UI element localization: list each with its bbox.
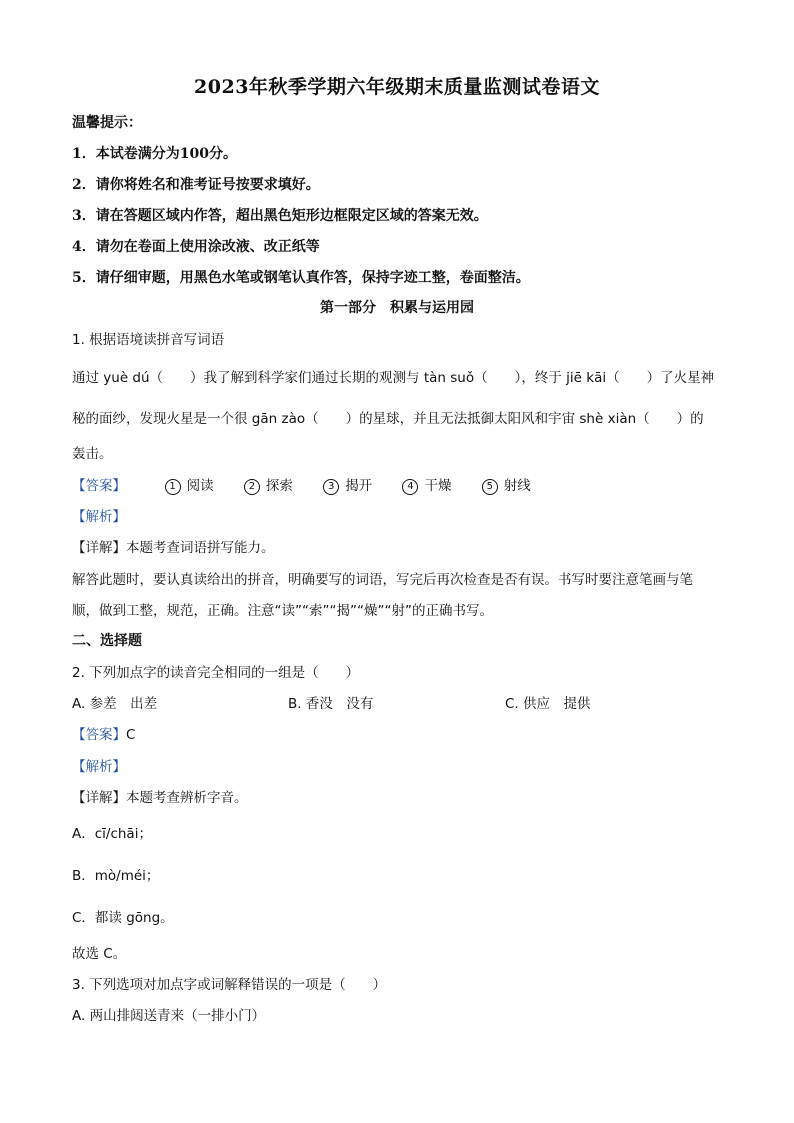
answer-text: 阅读 <box>186 478 214 494</box>
tip-item: 4．请勿在卷面上使用涂改液、改正纸等 <box>72 239 320 255</box>
question-1-stem: 1. 根据语境读拼音写词语 <box>72 332 225 348</box>
page-title: 2023年秋季学期六年级期末质量监测试卷语文 <box>194 76 600 98</box>
answer-number: 5 <box>482 479 498 495</box>
answer-text: 揭开 <box>345 478 373 494</box>
answer-number: 4 <box>402 479 418 495</box>
tip-item: 5．请仔细审题，用黑色水笔或钢笔认真作答，保持字迹工整，卷面整洁。 <box>72 270 530 286</box>
tips-heading: 温馨提示： <box>72 115 142 131</box>
answer-item <box>402 474 451 495</box>
answer-number: 2 <box>244 479 260 495</box>
answer-text: 探索 <box>265 478 293 494</box>
analysis-tag: 【解析】 <box>72 759 126 775</box>
option-b: B. 香没 没有 <box>288 696 374 712</box>
explain-line: B．mò/méi； <box>72 868 160 884</box>
question-1-passage-line: 轰击。 <box>72 446 113 462</box>
tip-item: 1．本试卷满分为100分。 <box>72 146 237 162</box>
question-1-passage-line: 秘的面纱，发现火星是一个很 gān zào（ ）的星球，并且无法抵御太阳风和宇宙 shè xiàn（ ）的 <box>72 411 704 427</box>
explain-line: 解答此题时，要认真读给出的拼音，明确要写的词语，写完后再次检查是否有误。书写时要注意笔画与笔 <box>72 572 693 588</box>
question-1-answer <box>72 474 557 495</box>
option-a: A. 参差 出差 <box>72 696 158 712</box>
answer-item <box>482 474 531 495</box>
question-3-stem: 3. 下列选项对加点字或词解释错误的一项是（ ） <box>72 977 387 993</box>
section-heading: 二、选择题 <box>72 633 142 649</box>
detail-line: 【详解】本题考查词语拼写能力。 <box>72 540 275 556</box>
answer-text: 干燥 <box>424 478 452 494</box>
tip-item: 3．请在答题区域内作答，超出黑色矩形边框限定区域的答案无效。 <box>72 208 488 224</box>
answer-tag: 【答案】 <box>72 727 126 743</box>
answer-item <box>323 474 372 495</box>
detail-line: 【详解】本题考查辨析字音。 <box>72 790 248 806</box>
question-2-stem: 2. 下列加点字的读音完全相同的一组是（ ） <box>72 665 360 681</box>
question-2-answer <box>72 723 135 743</box>
analysis-tag: 【解析】 <box>72 509 126 525</box>
option-c: C. 供应 提供 <box>505 696 591 712</box>
tip-item: 2．请你将姓名和准考证号按要求填好。 <box>72 177 320 193</box>
answer-number: 1 <box>165 479 181 495</box>
option-a: A. 两山排闼送青来（一排小门） <box>72 1008 266 1024</box>
explain-line: C．都读 gōng。 <box>72 910 174 926</box>
explain-line: 故选 C。 <box>72 946 127 962</box>
answer-item <box>165 474 214 495</box>
question-2-options <box>72 692 591 712</box>
answer-item <box>244 474 293 495</box>
question-1-passage-line: 通过 yuè dú（ ）我了解到科学家们通过长期的观测与 tàn suǒ（ ），终于 jiē kāi（ ）了火星神 <box>72 370 715 386</box>
answer-text: 射线 <box>503 478 531 494</box>
part-heading: 第一部分 积累与运用园 <box>320 300 474 316</box>
answer-tag: 【答案】 <box>72 478 126 494</box>
answer-text: C <box>126 727 136 743</box>
answer-number: 3 <box>323 479 339 495</box>
explain-line: A．cī/chāi； <box>72 826 152 842</box>
explain-line: 顺，做到工整，规范，正确。注意“读”“索”“揭”“燥”“射”的正确书写。 <box>72 603 493 619</box>
